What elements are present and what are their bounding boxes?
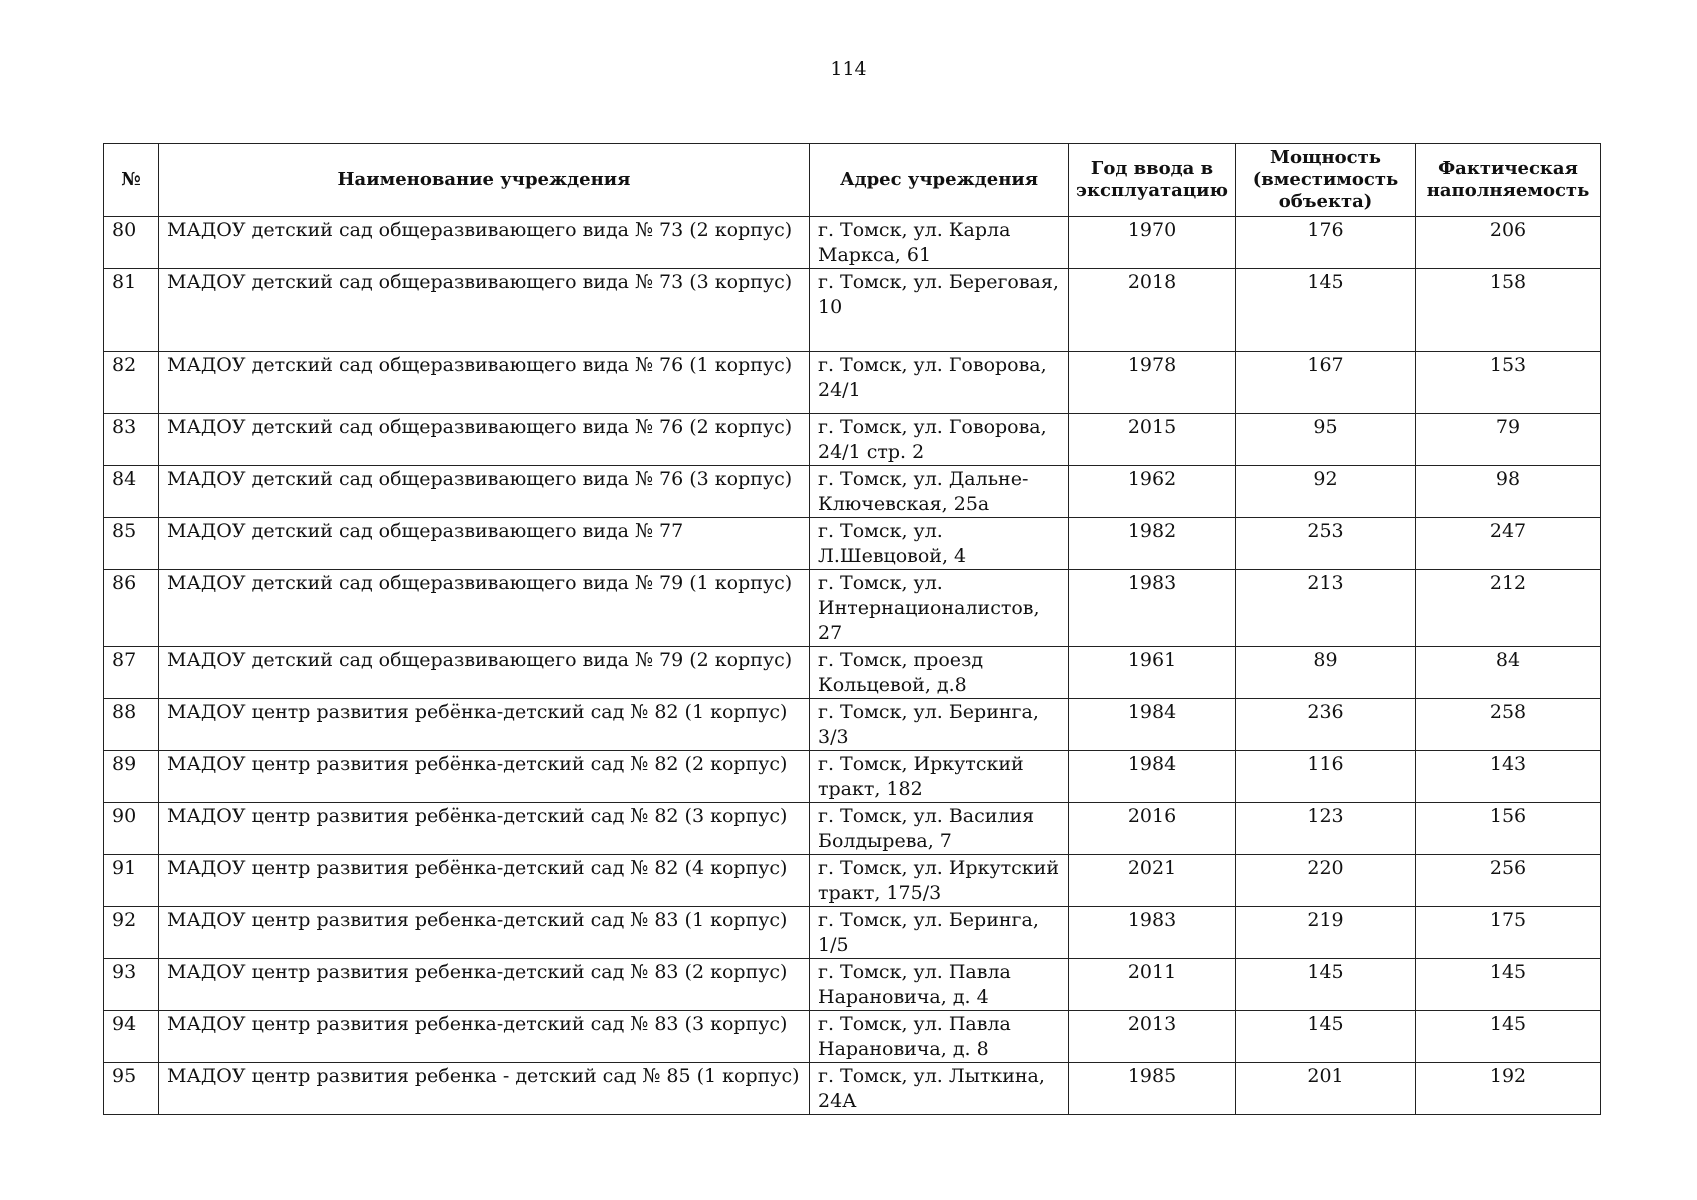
cell-name: МАДОУ центр развития ребенка - детский сад № 85 (1 корпус) — [159, 1063, 810, 1115]
cell-address: г. Томск, ул. Интернационалистов, 27 — [810, 570, 1069, 647]
cell-capacity: 123 — [1236, 803, 1416, 855]
cell-capacity: 116 — [1236, 751, 1416, 803]
table-header-row — [104, 144, 1601, 217]
cell-num: 93 — [104, 959, 159, 1011]
table-row — [104, 570, 1601, 647]
cell-year: 1984 — [1069, 751, 1236, 803]
cell-capacity: 176 — [1236, 217, 1416, 269]
table-row — [104, 269, 1601, 352]
cell-year: 1984 — [1069, 699, 1236, 751]
cell-capacity: 95 — [1236, 414, 1416, 466]
cell-capacity: 167 — [1236, 352, 1416, 414]
cell-name: МАДОУ детский сад общеразвивающего вида № 73 (3 корпус) — [159, 269, 810, 352]
table-row — [104, 466, 1601, 518]
header-year: Год ввода в эксплуатацию — [1069, 144, 1236, 217]
cell-num: 87 — [104, 647, 159, 699]
table-row — [104, 518, 1601, 570]
table-row — [104, 699, 1601, 751]
table-row — [104, 959, 1601, 1011]
cell-address: г. Томск, ул. Иркутский тракт, 175/3 — [810, 855, 1069, 907]
cell-num: 80 — [104, 217, 159, 269]
page-number: 114 — [830, 58, 867, 80]
table-row — [104, 803, 1601, 855]
cell-year: 1982 — [1069, 518, 1236, 570]
cell-name: МАДОУ центр развития ребенка-детский сад № 83 (3 корпус) — [159, 1011, 810, 1063]
cell-year: 1978 — [1069, 352, 1236, 414]
cell-address: г. Томск, ул. Дальне-Ключевская, 25а — [810, 466, 1069, 518]
cell-capacity: 201 — [1236, 1063, 1416, 1115]
cell-num: 82 — [104, 352, 159, 414]
cell-num: 95 — [104, 1063, 159, 1115]
cell-name: МАДОУ центр развития ребенка-детский сад № 83 (1 корпус) — [159, 907, 810, 959]
cell-name: МАДОУ детский сад общеразвивающего вида № 76 (1 корпус) — [159, 352, 810, 414]
cell-name: МАДОУ центр развития ребёнка-детский сад № 82 (3 корпус) — [159, 803, 810, 855]
cell-capacity: 213 — [1236, 570, 1416, 647]
table-row — [104, 414, 1601, 466]
cell-address: г. Томск, проезд Кольцевой, д.8 — [810, 647, 1069, 699]
cell-num: 89 — [104, 751, 159, 803]
cell-address: г. Томск, ул. Павла Нарановича, д. 4 — [810, 959, 1069, 1011]
cell-address: г. Томск, Иркутский тракт, 182 — [810, 751, 1069, 803]
table-row — [104, 647, 1601, 699]
cell-actual: 84 — [1416, 647, 1601, 699]
cell-capacity: 219 — [1236, 907, 1416, 959]
table-row — [104, 1063, 1601, 1115]
cell-name: МАДОУ центр развития ребёнка-детский сад № 82 (1 корпус) — [159, 699, 810, 751]
table-row — [104, 1011, 1601, 1063]
cell-address: г. Томск, ул. Карла Маркса, 61 — [810, 217, 1069, 269]
cell-address: г. Томск, ул. Беринга, 1/5 — [810, 907, 1069, 959]
header-num: № — [104, 144, 159, 217]
cell-num: 83 — [104, 414, 159, 466]
cell-year: 2016 — [1069, 803, 1236, 855]
cell-address: г. Томск, ул. Лыткина, 24А — [810, 1063, 1069, 1115]
cell-actual: 192 — [1416, 1063, 1601, 1115]
cell-name: МАДОУ детский сад общеразвивающего вида № 77 — [159, 518, 810, 570]
cell-actual: 153 — [1416, 352, 1601, 414]
cell-year: 1961 — [1069, 647, 1236, 699]
institutions-table — [103, 143, 1601, 1115]
cell-num: 81 — [104, 269, 159, 352]
cell-year: 2013 — [1069, 1011, 1236, 1063]
cell-capacity: 145 — [1236, 269, 1416, 352]
cell-year: 2018 — [1069, 269, 1236, 352]
cell-actual: 98 — [1416, 466, 1601, 518]
cell-address: г. Томск, ул. Говорова, 24/1 стр. 2 — [810, 414, 1069, 466]
cell-address: г. Томск, ул. Василия Болдырева, 7 — [810, 803, 1069, 855]
cell-year: 1962 — [1069, 466, 1236, 518]
cell-actual: 145 — [1416, 959, 1601, 1011]
cell-capacity: 236 — [1236, 699, 1416, 751]
cell-actual: 256 — [1416, 855, 1601, 907]
table-row — [104, 907, 1601, 959]
header-address: Адрес учреждения — [810, 144, 1069, 217]
table-row — [104, 352, 1601, 414]
cell-actual: 145 — [1416, 1011, 1601, 1063]
cell-actual: 143 — [1416, 751, 1601, 803]
cell-capacity: 253 — [1236, 518, 1416, 570]
cell-name: МАДОУ детский сад общеразвивающего вида № 79 (2 корпус) — [159, 647, 810, 699]
cell-name: МАДОУ детский сад общеразвивающего вида № 76 (2 корпус) — [159, 414, 810, 466]
cell-address: г. Томск, ул. Беринга, 3/3 — [810, 699, 1069, 751]
table-row — [104, 217, 1601, 269]
cell-actual: 258 — [1416, 699, 1601, 751]
cell-num: 91 — [104, 855, 159, 907]
cell-name: МАДОУ центр развития ребёнка-детский сад № 82 (4 корпус) — [159, 855, 810, 907]
cell-actual: 247 — [1416, 518, 1601, 570]
cell-name: МАДОУ центр развития ребёнка-детский сад № 82 (2 корпус) — [159, 751, 810, 803]
cell-actual: 175 — [1416, 907, 1601, 959]
cell-num: 90 — [104, 803, 159, 855]
cell-name: МАДОУ детский сад общеразвивающего вида № 79 (1 корпус) — [159, 570, 810, 647]
cell-num: 86 — [104, 570, 159, 647]
cell-actual: 158 — [1416, 269, 1601, 352]
cell-address: г. Томск, ул. Говорова, 24/1 — [810, 352, 1069, 414]
cell-address: г. Томск, ул. Л.Шевцовой, 4 — [810, 518, 1069, 570]
cell-num: 92 — [104, 907, 159, 959]
cell-actual: 156 — [1416, 803, 1601, 855]
cell-num: 94 — [104, 1011, 159, 1063]
cell-capacity: 145 — [1236, 1011, 1416, 1063]
cell-year: 2011 — [1069, 959, 1236, 1011]
cell-num: 88 — [104, 699, 159, 751]
cell-actual: 212 — [1416, 570, 1601, 647]
cell-year: 1985 — [1069, 1063, 1236, 1115]
cell-year: 1983 — [1069, 907, 1236, 959]
cell-name: МАДОУ детский сад общеразвивающего вида № 73 (2 корпус) — [159, 217, 810, 269]
cell-capacity: 89 — [1236, 647, 1416, 699]
cell-num: 84 — [104, 466, 159, 518]
cell-capacity: 145 — [1236, 959, 1416, 1011]
table-row — [104, 855, 1601, 907]
cell-actual: 79 — [1416, 414, 1601, 466]
header-name: Наименование учреждения — [159, 144, 810, 217]
cell-address: г. Томск, ул. Береговая, 10 — [810, 269, 1069, 352]
header-actual: Фактическая наполняемость — [1416, 144, 1601, 217]
cell-year: 2021 — [1069, 855, 1236, 907]
table-row — [104, 751, 1601, 803]
cell-year: 1970 — [1069, 217, 1236, 269]
cell-year: 1983 — [1069, 570, 1236, 647]
cell-actual: 206 — [1416, 217, 1601, 269]
cell-address: г. Томск, ул. Павла Нарановича, д. 8 — [810, 1011, 1069, 1063]
header-capacity: Мощность (вместимость объекта) — [1236, 144, 1416, 217]
cell-name: МАДОУ центр развития ребенка-детский сад № 83 (2 корпус) — [159, 959, 810, 1011]
cell-capacity: 220 — [1236, 855, 1416, 907]
cell-num: 85 — [104, 518, 159, 570]
cell-capacity: 92 — [1236, 466, 1416, 518]
cell-year: 2015 — [1069, 414, 1236, 466]
cell-name: МАДОУ детский сад общеразвивающего вида № 76 (3 корпус) — [159, 466, 810, 518]
